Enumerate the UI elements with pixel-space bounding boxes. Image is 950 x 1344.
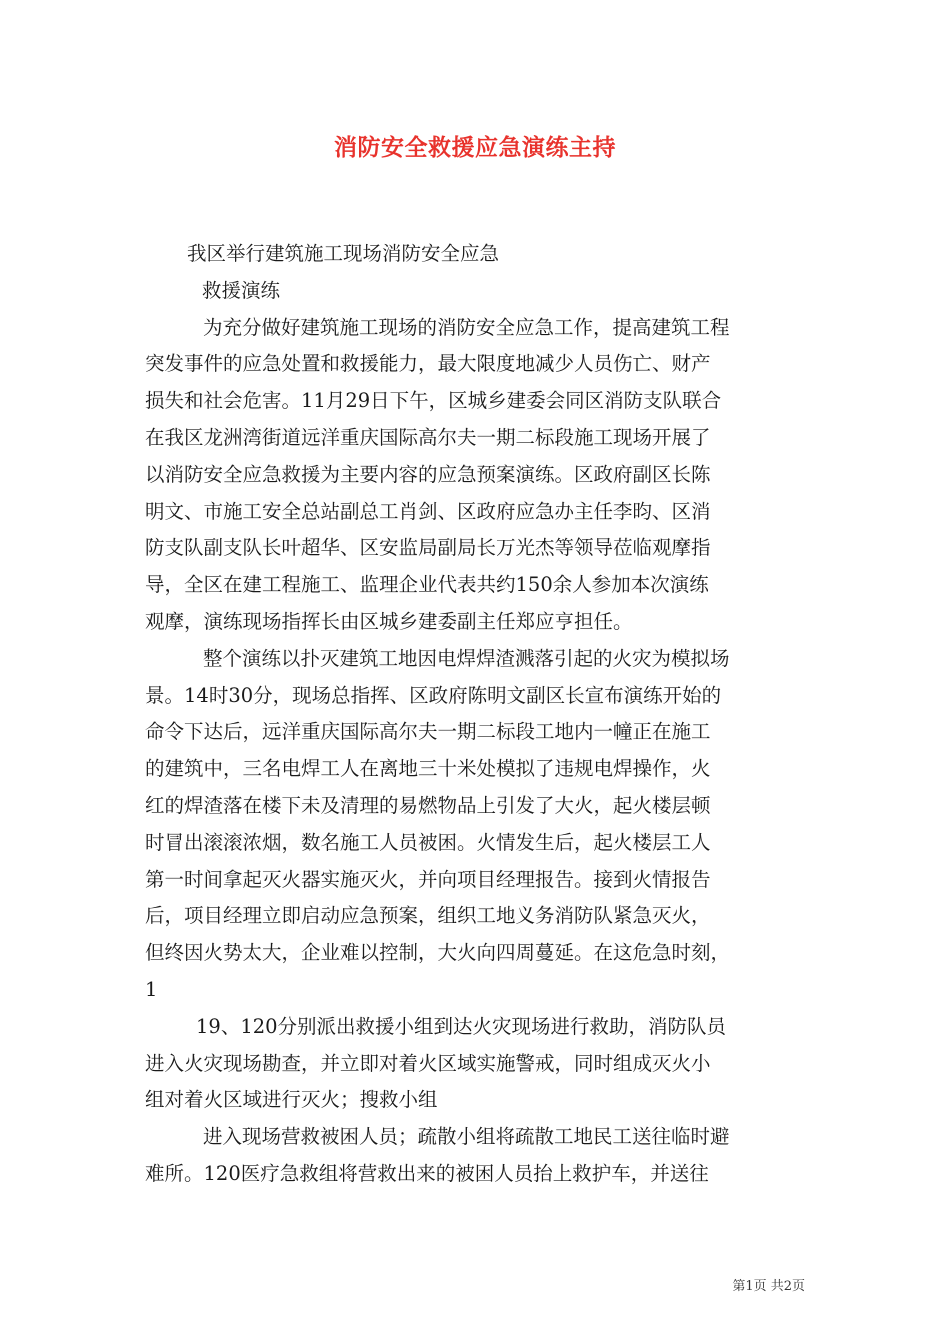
paragraph-line: 为充分做好建筑施工现场的消防安全应急工作，提高建筑工程 — [203, 315, 730, 339]
paragraph-line: 景。14时30分，现场总指挥、区政府陈明文副区长宣布演练开始的 — [145, 683, 722, 707]
subtitle-line-2: 救援演练 — [202, 278, 281, 302]
document-body — [145, 236, 810, 1193]
paragraph-line: 的建筑中，三名电焊工人在离地三十米处模拟了违规电焊操作，火 — [145, 757, 711, 781]
subtitle-line-1: 我区举行建筑施工现场消防安全应急 — [187, 242, 500, 265]
paragraph-line: 突发事件的应急处置和救援能力，最大限度地减少人员伤亡、财产 — [145, 352, 711, 376]
page-footer: 第1页 共2页 — [732, 1279, 805, 1294]
paragraph-line: 观摩，演练现场指挥长由区城乡建委副主任郑应亨担任。 — [145, 609, 633, 633]
paragraph-line: 进入火灾现场勘查，并立即对着火区域实施警戒，同时组成灭火小 — [145, 1051, 711, 1075]
paragraph-line: 第一时间拿起灭火器实施灭火，并向项目经理报告。接到火情报告 — [145, 867, 711, 891]
paragraph-line: 明文、市施工安全总站副总工肖剑、区政府应急办主任李昀、区消 — [145, 499, 711, 523]
paragraph-line: 进入现场营救被困人员；疏散小组将疏散工地民工送往临时避 — [203, 1125, 730, 1149]
paragraph-line: 时冒出滚滚浓烟，数名施工人员被困。火情发生后，起火楼层工人 — [145, 830, 711, 854]
page-number-inline: 1 — [145, 977, 158, 1001]
paragraph-line: 防支队副支队长叶超华、区安监局副局长万光杰等领导莅临观摩指 — [145, 536, 711, 560]
paragraph-line: 命令下达后，远洋重庆国际高尔夫一期二标段工地内一幢正在施工 — [145, 720, 711, 744]
paragraph-line: 以消防安全应急救援为主要内容的应急预案演练。区政府副区长陈 — [145, 462, 711, 486]
paragraph-line: 导，全区在建工程施工、监理企业代表共约150余人参加本次演练 — [145, 573, 709, 597]
paragraph-line: 19、120分别派出救援小组到达火灾现场进行救助，消防队员 — [196, 1014, 727, 1038]
paragraph-line: 在我区龙洲湾街道远洋重庆国际高尔夫一期二标段施工现场开展了 — [145, 425, 711, 449]
paragraph-line: 组对着火区域进行灭火；搜救小组 — [145, 1088, 438, 1112]
paragraph-line: 红的焊渣落在楼下未及清理的易燃物品上引发了大火，起火楼层顿 — [145, 793, 711, 817]
paragraph-line: 但终因火势太大，企业难以控制，大火向四周蔓延。在这危急时刻， — [145, 941, 731, 965]
document-title: 消防安全救援应急演练主持 — [334, 134, 616, 161]
paragraph-line: 整个演练以扑灭建筑工地因电焊焊渣溅落引起的火灾为模拟场 — [203, 646, 730, 670]
paragraph-line: 后，项目经理立即启动应急预案，组织工地义务消防队紧急灭火， — [145, 904, 711, 928]
paragraph-line: 难所。120医疗急救组将营救出来的被困人员抬上救护车，并送往 — [145, 1161, 709, 1185]
paragraph-line: 损失和社会危害。11月29日下午，区城乡建委会同区消防支队联合 — [145, 389, 722, 413]
